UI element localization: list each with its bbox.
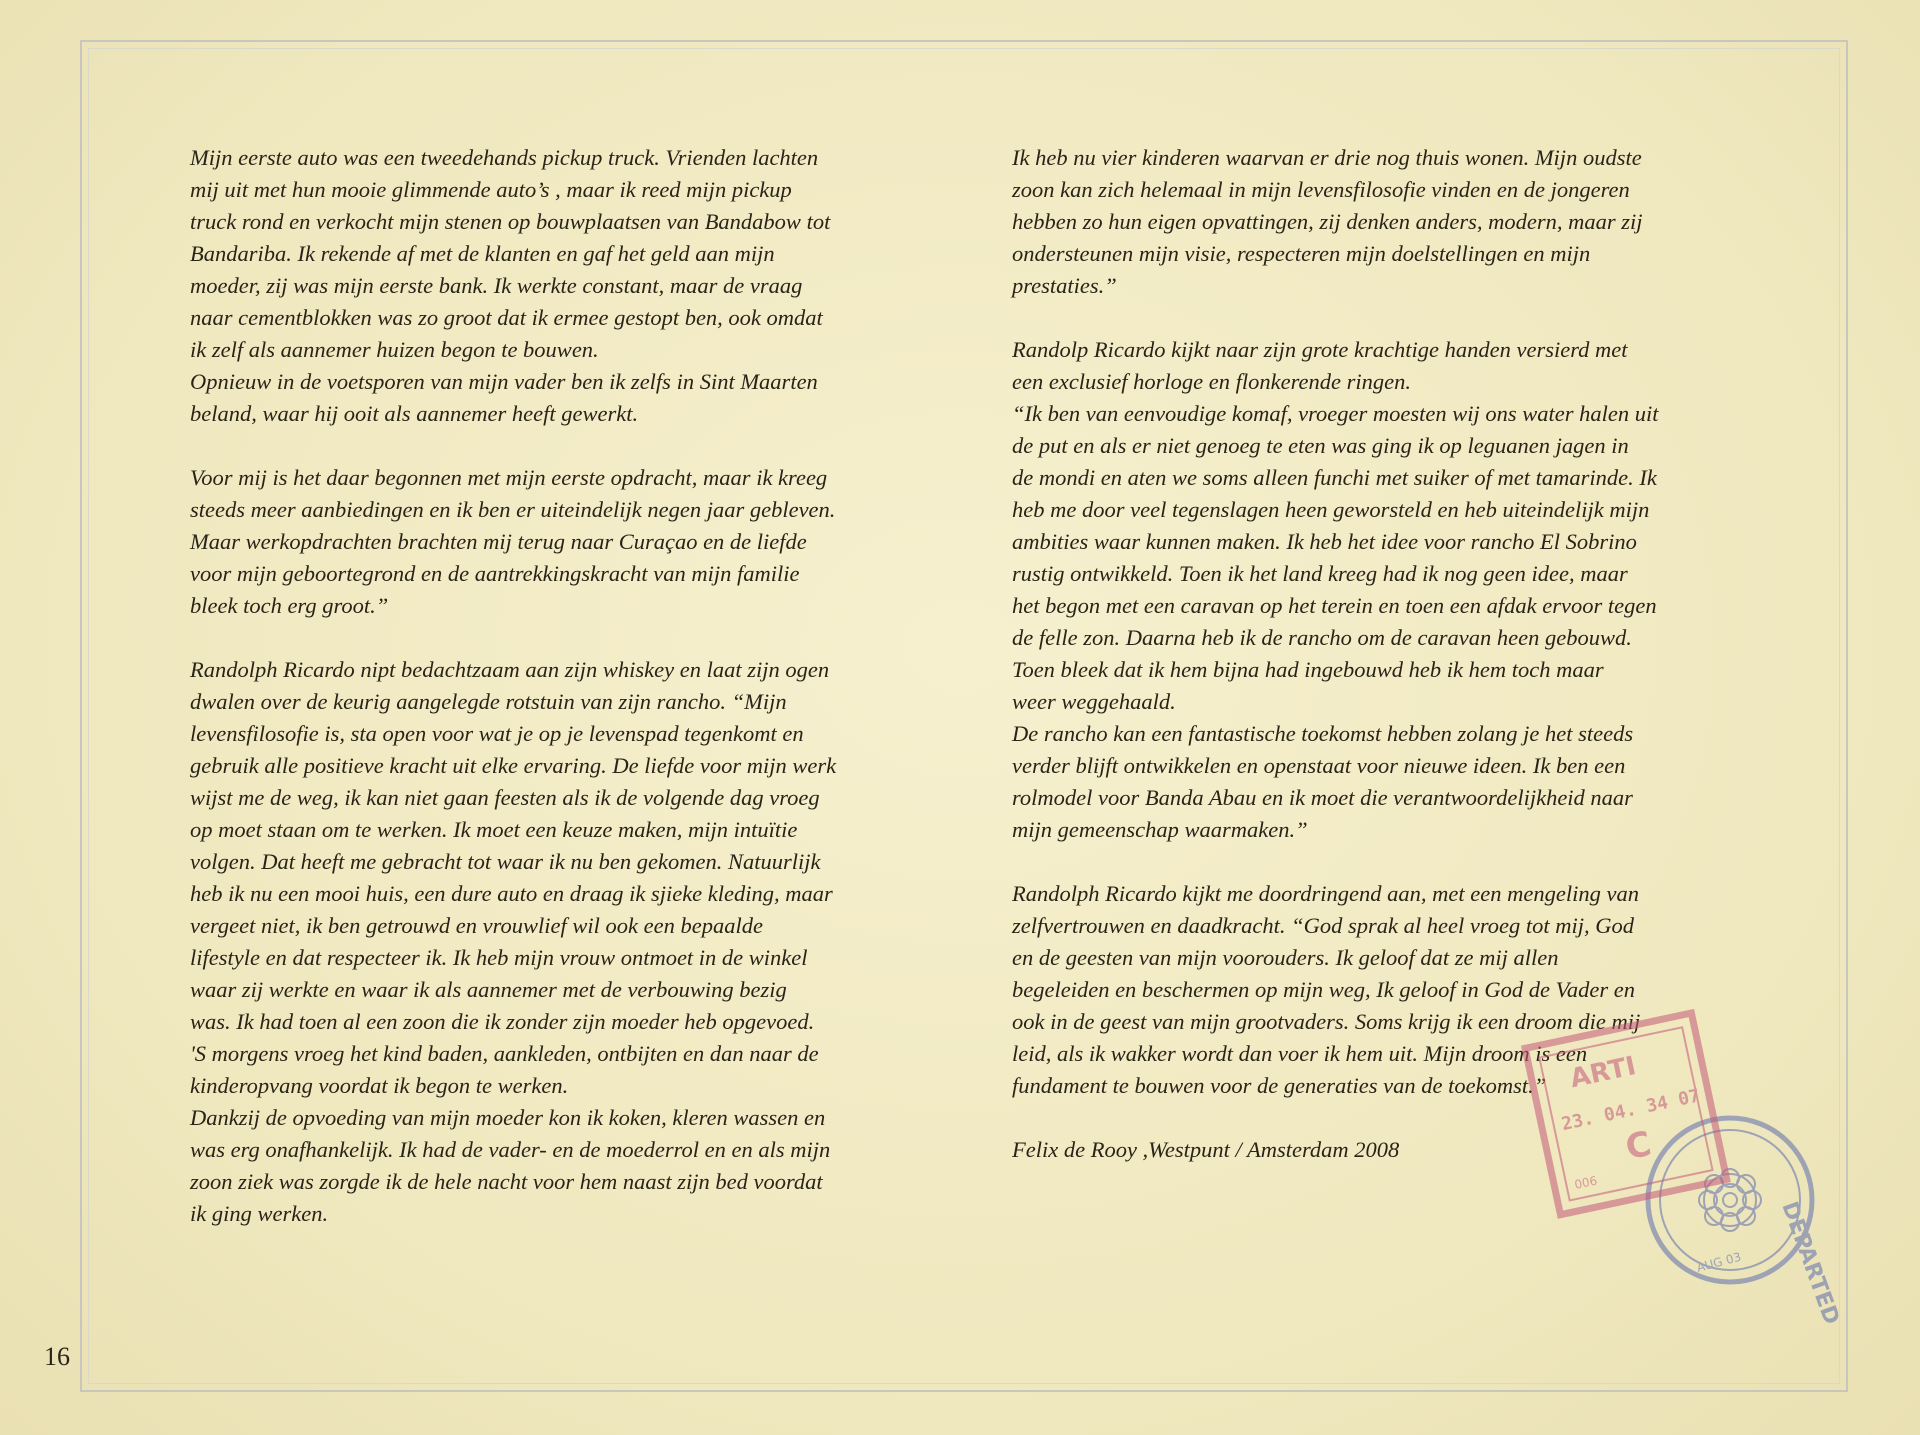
text-line: dwalen over de keurig aangelegde rotstuin van zijn rancho. “Mijn [190,689,787,714]
stamp-text: C [1621,1123,1655,1169]
text-line: vergeet niet, ik ben getrouwd en vrouwlief wil ook een bepaalde [190,913,763,938]
passport-stamp [1530,1000,1844,1328]
text-line: ambities waar kunnen maken. Ik heb het idee voor rancho El Sobrino [1012,529,1637,554]
text-line: Toen bleek dat ik hem bijna had ingebouwd heb ik hem toch maar [1012,657,1604,682]
text-line: steeds meer aanbiedingen en ik ben er uiteindelijk negen jaar gebleven. [190,497,836,522]
text-line: en de geesten van mijn voorouders. Ik geloof dat ze mij allen [1012,945,1559,970]
passport-stamp-graphic [1530,1000,1844,1328]
text-line: moeder, zij was mijn eerste bank. Ik werkte constant, maar de vraag [190,273,803,298]
text-line: een exclusief horloge en flonkerende ringen. [1012,369,1412,394]
text-line: begeleiden en beschermen op mijn weg, Ik geloof in God de Vader en [1012,977,1635,1002]
text-line: was erg onafhankelijk. Ik had de vader- en de moederrol en en als mijn [190,1137,831,1162]
stamp-text: AUG 03 [1695,1249,1743,1275]
text-line: zoon kan zich helemaal in mijn levensfilosofie vinden en de jongeren [1012,177,1630,202]
text-line: kinderopvang voordat ik begon te werken. [190,1073,569,1098]
text-line: “Ik ben van eenvoudige komaf, vroeger moesten wij ons water halen uit [1012,401,1659,426]
text-line: weer weggehaald. [1012,689,1176,714]
text-line: heb ik nu een mooi huis, een dure auto en draag ik sjieke kleding, maar [190,881,833,906]
text-line: leid, als ik wakker wordt dan voer ik hem uit. Mijn droom is een [1012,1041,1588,1066]
text-line: waar zij werkte en waar ik als aannemer met de verbouwing bezig [190,977,787,1002]
text-line: 'S morgens vroeg het kind baden, aankleden, ontbijten en dan naar de [190,1041,819,1066]
text-line: beland, waar hij ooit als aannemer heeft gewerkt. [190,401,639,426]
right-paragraph [1012,142,1772,302]
text-line: Dankzij de opvoeding van mijn moeder kon ik koken, kleren wassen en [190,1105,826,1130]
text-line: rustig ontwikkeld. Toen ik het land kreeg had ik nog geen idee, maar [1012,561,1628,586]
text-line: prestaties.” [1012,273,1117,298]
text-line: hebben zo hun eigen opvattingen, zij denken anders, modern, maar zij [1012,209,1643,234]
text-line: de felle zon. Daarna heb ik de rancho om de caravan heen gebouwd. [1012,625,1632,650]
text-line: de put en als er niet genoeg te eten was ging ik op leguanen jagen in [1012,433,1629,458]
stamp-text: 006 [1573,1173,1599,1192]
text-line: fundament te bouwen voor de generaties van de toekomst.” [1012,1073,1547,1098]
text-line: Ik heb nu vier kinderen waarvan er drie nog thuis wonen. Mijn oudste [1012,145,1642,170]
text-line: volgen. Dat heeft me gebracht tot waar ik nu ben gekomen. Natuurlijk [190,849,821,874]
text-line: Randolph Ricardo nipt bedachtzaam aan zijn whiskey en laat zijn ogen [190,657,830,682]
left-paragraph [190,654,950,1230]
text-line: de mondi en aten we soms alleen funchi met suiker of met tamarinde. Ik [1012,465,1657,490]
text-line: Opnieuw in de voetsporen van mijn vader ben ik zelfs in Sint Maarten [190,369,818,394]
text-line: was. Ik had toen al een zoon die ik zonder zijn moeder heb opgevoed. [190,1009,815,1034]
text-line: het begon met een caravan op het terein en toen een afdak ervoor tegen [1012,593,1657,618]
text-line: naar cementblokken was zo groot dat ik ermee gestopt ben, ook omdat [190,305,823,330]
text-line: zelfvertrouwen en daadkracht. “God sprak al heel vroeg tot mij, God [1012,913,1634,938]
stamp-text: 23. 04. 34 07 [1559,1085,1702,1136]
square-stamp [1525,1013,1727,1215]
stamp-text: DEPARTED [1776,1198,1844,1328]
text-line: mij uit met hun mooie glimmende auto’s , maar ik reed mijn pickup [190,177,792,202]
text-line: mijn gemeenschap waarmaken.” [1012,817,1308,842]
text-line: op moet staan om te werken. Ik moet een keuze maken, mijn intuïtie [190,817,798,842]
text-line: Randolph Ricardo kijkt me doordringend aan, met een mengeling van [1012,881,1639,906]
left-paragraph [190,462,950,622]
text-line: levensfilosofie is, sta open voor wat je op je levenspad tegenkomt en [190,721,804,746]
text-line: Maar werkopdrachten brachten mij terug naar Curaçao en de liefde [190,529,807,554]
text-line: De rancho kan een fantastische toekomst hebben zolang je het steeds [1012,721,1634,746]
text-line: ondersteunen mijn visie, respecteren mijn doelstellingen en mijn [1012,241,1591,266]
left-text-column [190,142,950,1262]
stamp-text: ARTI [1567,1051,1639,1095]
text-line: ik ging werken. [190,1201,329,1226]
text-line: lifestyle en dat respecteer ik. Ik heb mijn vrouw ontmoet in de winkel [190,945,808,970]
text-line: Voor mij is het daar begonnen met mijn eerste opdracht, maar ik kreeg [190,465,828,490]
text-line: ook in de geest van mijn grootvaders. Soms krijg ik een droom die mij [1012,1009,1641,1034]
page-number: 16 [44,1342,70,1371]
text-line: voor mijn geboortegrond en de aantrekkingskracht van mijn familie [190,561,800,586]
text-line: heb me door veel tegenslagen heen geworsteld en heb uiteindelijk mijn [1012,497,1650,522]
left-paragraph [190,142,950,430]
right-paragraph [1012,334,1772,846]
text-line: verder blijft ontwikkelen en openstaat voor nieuwe ideen. Ik ben een [1012,753,1626,778]
text-line: Randolp Ricardo kijkt naar zijn grote krachtige handen versierd met [1012,337,1628,362]
text-line: ik zelf als aannemer huizen begon te bouwen. [190,337,599,362]
text-line: Bandariba. Ik rekende af met de klanten en gaf het geld aan mijn [190,241,775,266]
text-line: bleek toch erg groot.” [190,593,389,618]
text-line: wijst me de weg, ik kan niet gaan feesten als ik de volgende dag vroeg [190,785,820,810]
text-line: Mijn eerste auto was een tweedehands pickup truck. Vrienden lachten [190,145,819,170]
text-line: truck rond en verkocht mijn stenen op bouwplaatsen van Bandabow tot [190,209,831,234]
text-line: zoon ziek was zorgde ik de hele nacht voor hem naast zijn bed voordat [190,1169,823,1194]
text-line: rolmodel voor Banda Abau en ik moet die verantwoordelijkheid naar [1012,785,1633,810]
text-line: gebruik alle positieve kracht uit elke ervaring. De liefde voor mijn werk [190,753,837,778]
text-line: Felix de Rooy ,Westpunt / Amsterdam 2008 [1012,1137,1400,1162]
